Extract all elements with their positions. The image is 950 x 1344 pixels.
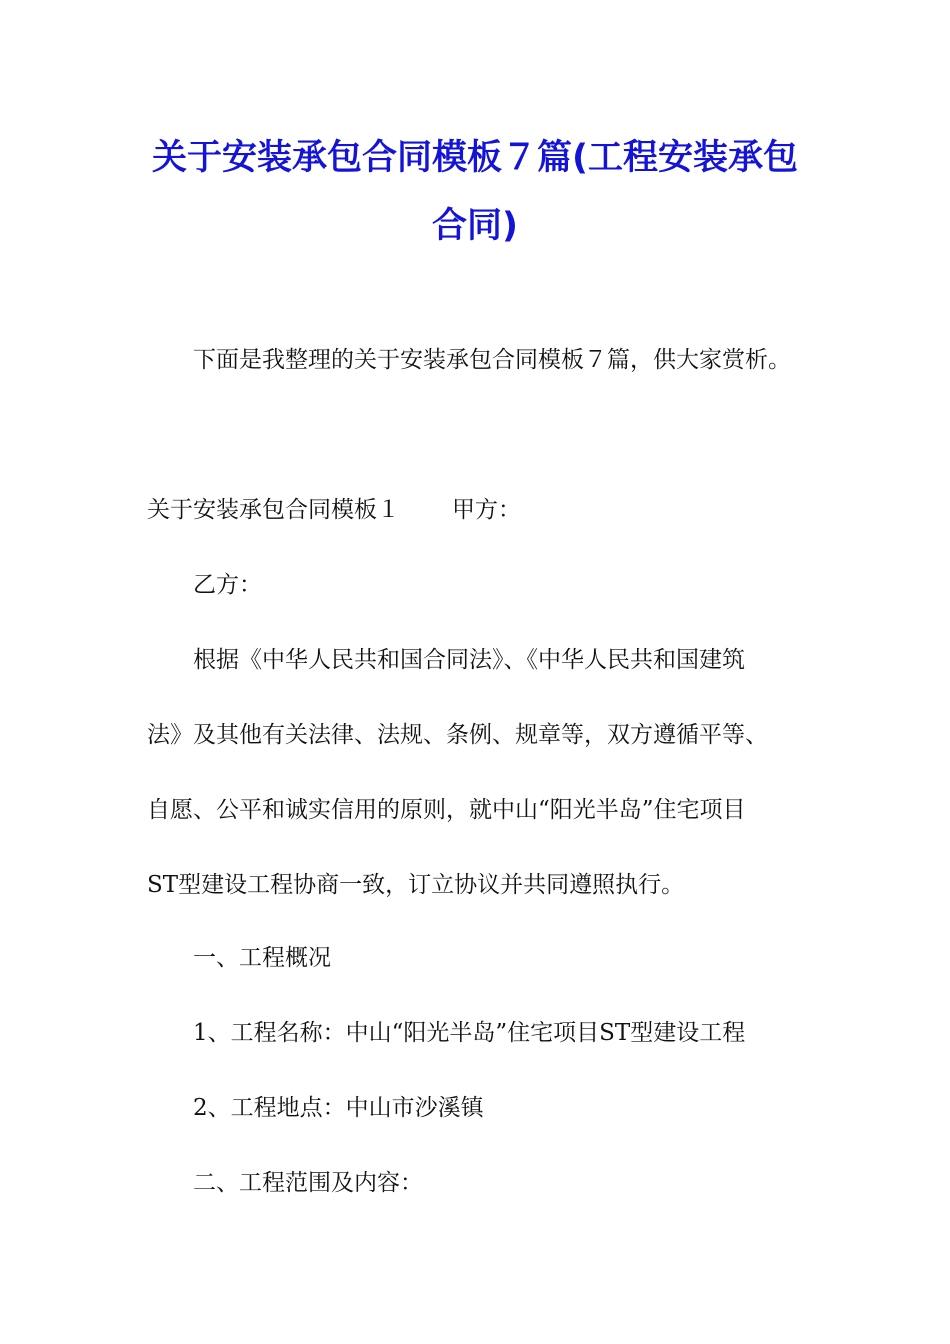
body-line-4: ST型建设工程协商一致，订立协议并共同遵照执行。	[147, 872, 685, 898]
party-a-label: 甲方：	[452, 497, 521, 523]
document-title-line-1: 关于安装承包合同模板７篇(工程安装承包	[152, 138, 798, 178]
section-1-heading: 关于安装承包合同模板１	[147, 497, 400, 523]
item-2: 2、工程地点：中山市沙溪镇	[193, 1095, 484, 1121]
part-1-heading: 一、工程概况	[193, 945, 331, 971]
section-1-heading-line	[147, 495, 521, 525]
body-line-3: 自愿、公平和诚实信用的原则，就中山“阳光半岛”住宅项目	[147, 797, 746, 823]
party-b-label: 乙方：	[193, 572, 262, 598]
body-line-1: 根据《中华人民共和国合同法》、《中华人民共和国建筑	[193, 647, 745, 673]
part-2-heading: 二、工程范围及内容：	[193, 1170, 423, 1196]
item-1: 1、工程名称：中山“阳光半岛”住宅项目ST型建设工程	[193, 1020, 746, 1046]
document-title-line-2: 合同)	[432, 206, 518, 246]
intro-paragraph: 下面是我整理的关于安装承包合同模板７篇，供大家赏析。	[193, 347, 791, 373]
body-line-2: 法》及其他有关法律、法规、条例、规章等，双方遵循平等、	[147, 722, 768, 748]
